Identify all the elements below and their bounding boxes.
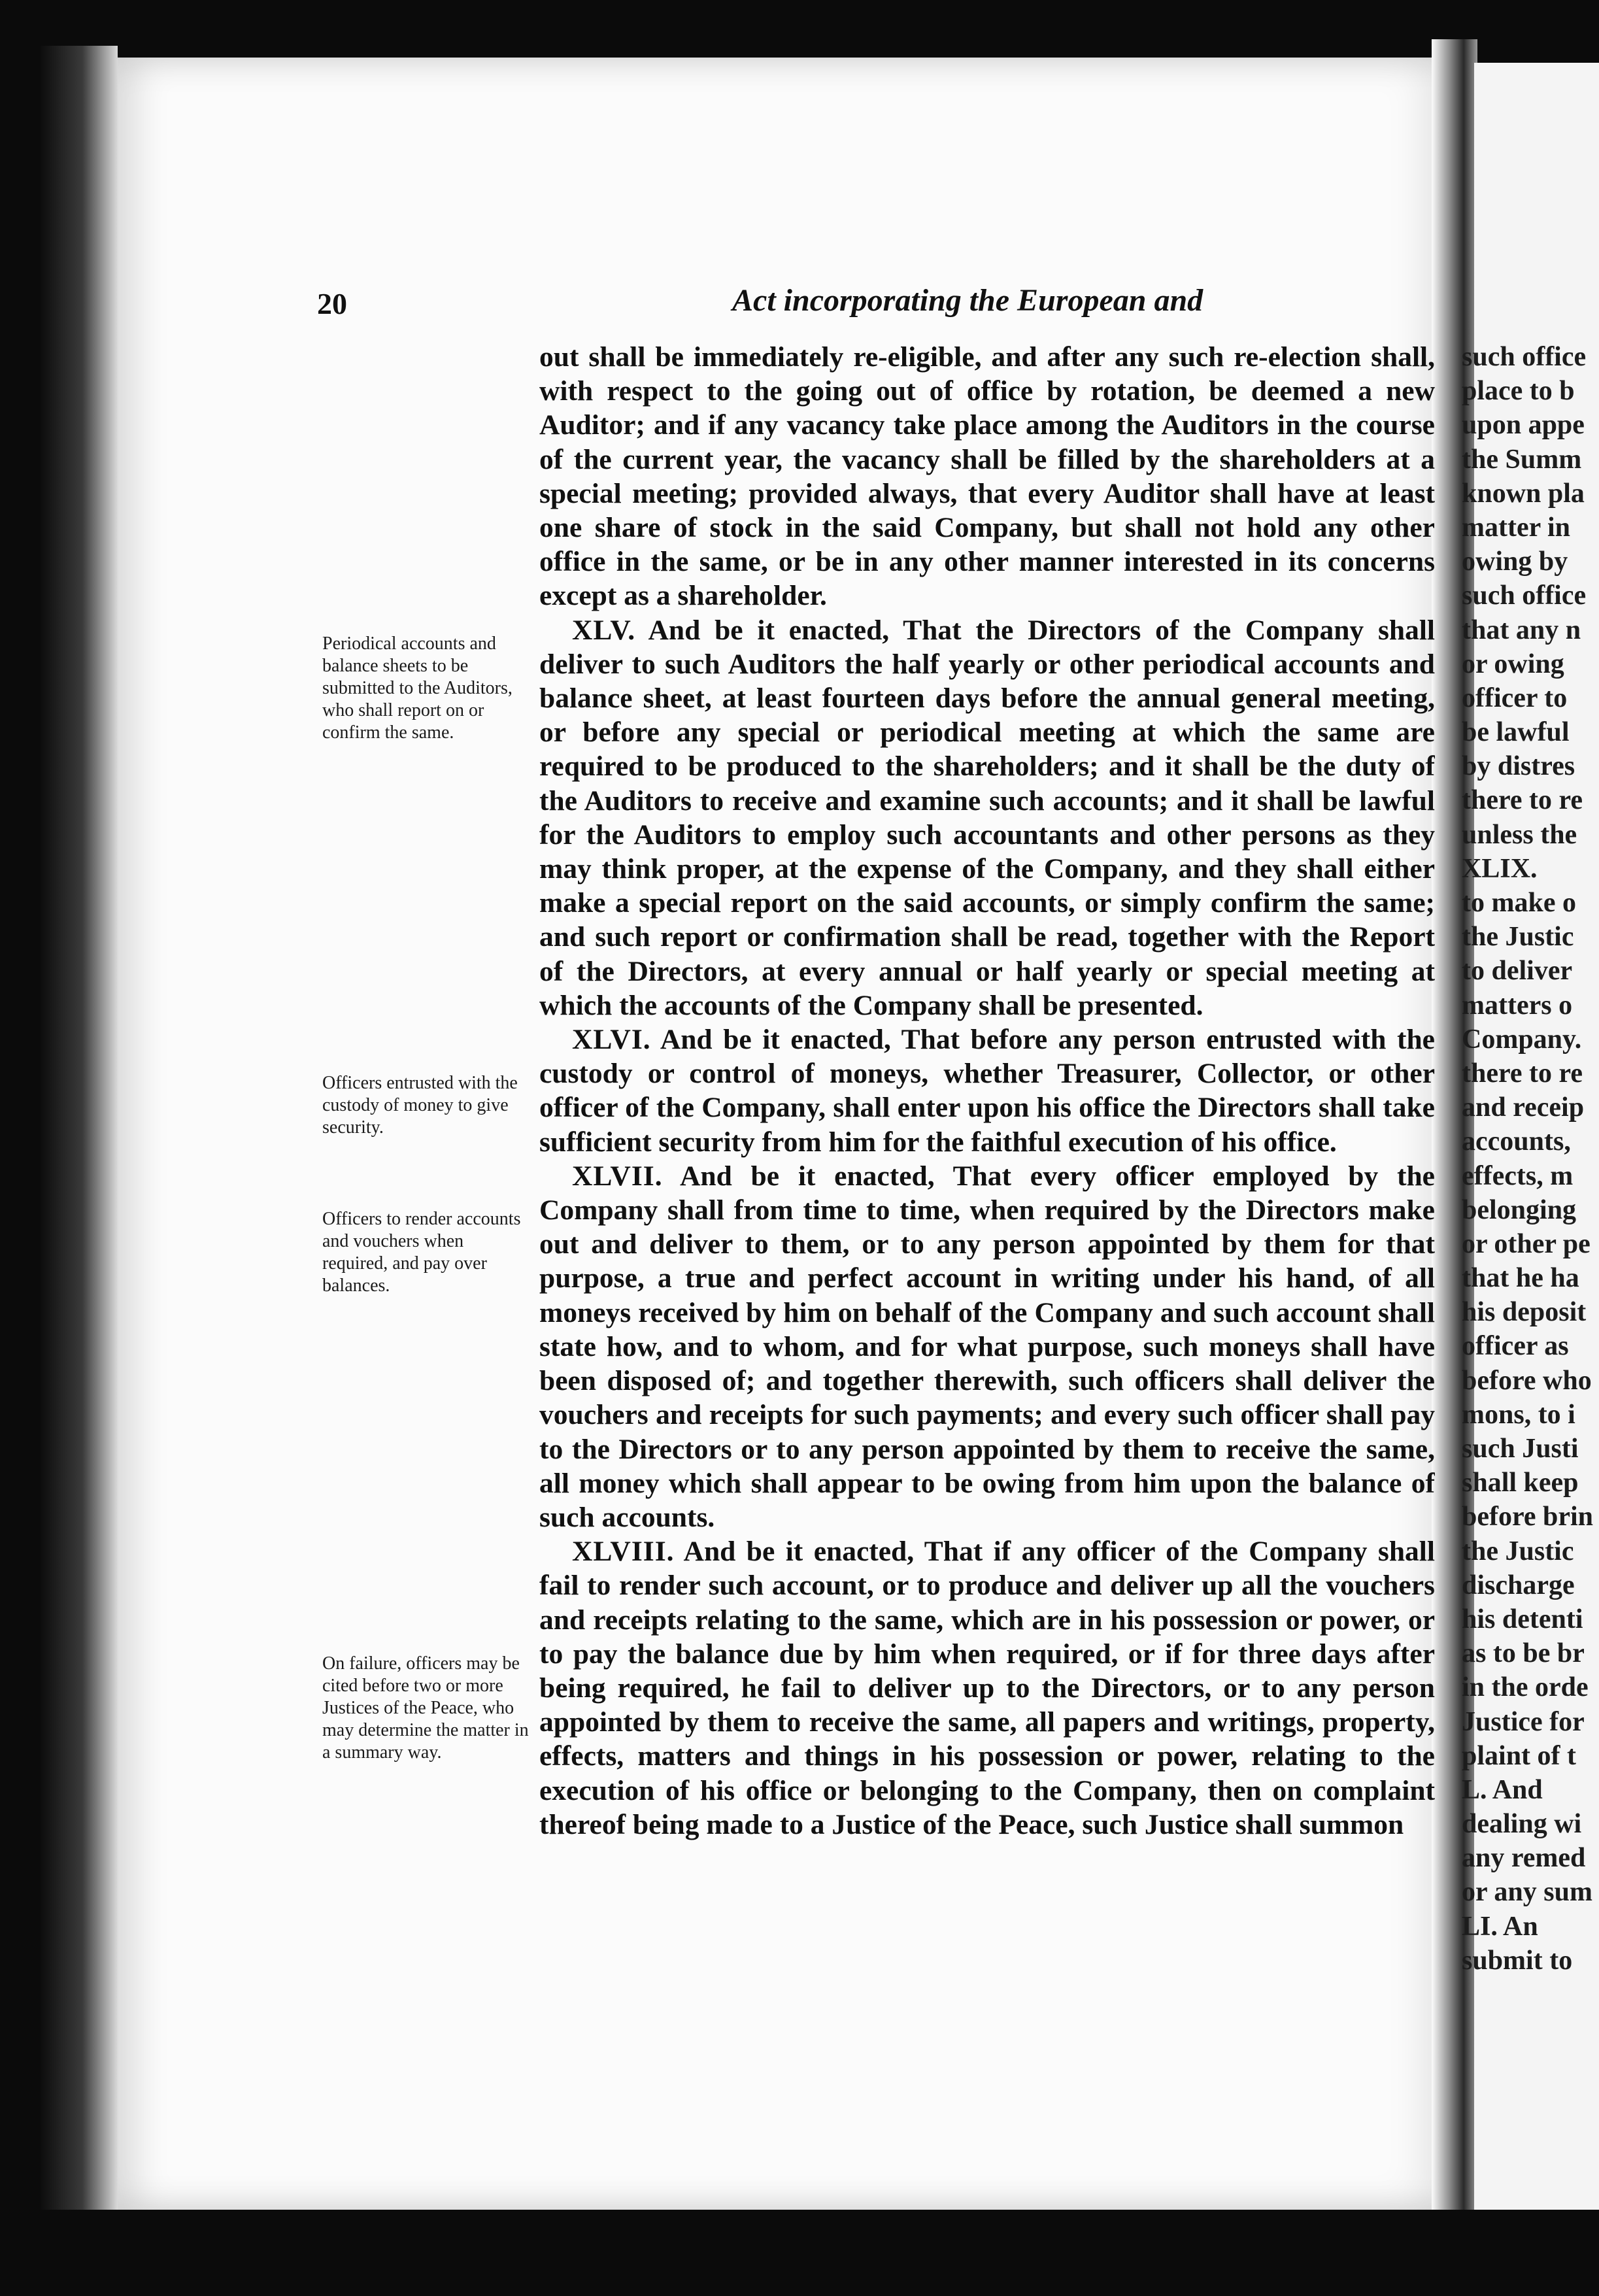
section-number: XLVI. bbox=[572, 1024, 651, 1056]
facing-page-line: his detenti bbox=[1462, 1604, 1583, 1634]
scan-bottom-band bbox=[0, 2210, 1599, 2296]
facing-page-line: shall keep bbox=[1462, 1468, 1579, 1498]
facing-page-line: L. And bbox=[1462, 1774, 1543, 1805]
paragraph bbox=[539, 340, 1435, 613]
paragraph-text: And be it enacted, That if any officer of the Company shall fail to render such account, or to produce and deliver up all the vouchers and receipts relating to the same, which are in his possession or power, or to pay the balance due by him when required, or if for three days after being required, he fail to deliver up to the Directors, or to any person appointed by them to receive the same, all papers and writings, property, effects, matters and things in his possession or power, relating to the execution of his office or belonging to the Company, then on complaint thereof being made to a Justice of the Peace, such Justice shall summon bbox=[539, 1536, 1435, 1840]
facing-page-line: the Justic bbox=[1462, 1536, 1574, 1566]
facing-page-line: to deliver bbox=[1462, 956, 1573, 987]
facing-page-line: any remed bbox=[1462, 1843, 1586, 1874]
facing-page-line: matter in bbox=[1462, 512, 1571, 543]
facing-page-line: officer to bbox=[1462, 683, 1568, 713]
facing-page-line: discharge bbox=[1462, 1570, 1575, 1600]
facing-page-line: before brin bbox=[1462, 1502, 1594, 1532]
facing-page-line: place to b bbox=[1462, 376, 1575, 407]
paragraph-text: And be it enacted, That before any person entrusted with the custody or control of moneys, whether Treasurer, Collector, or other officer of the Company, shall enter upon his office the Directors shall take sufficient security from him for the faithful execution of his office. bbox=[539, 1024, 1435, 1158]
facing-page-line: such office bbox=[1462, 581, 1587, 611]
book-left-edge bbox=[39, 46, 118, 2229]
facing-page-line: LI. An bbox=[1462, 1911, 1538, 1942]
facing-page-line: submit to bbox=[1462, 1945, 1573, 1976]
marginal-note: Officers entrusted with the custody of money to give security. bbox=[322, 1073, 518, 1138]
section-number: XLVII. bbox=[572, 1160, 663, 1192]
facing-page-line: or any sum bbox=[1462, 1877, 1592, 1908]
facing-page-line: known pla bbox=[1462, 478, 1585, 509]
facing-page-line: or other pe bbox=[1462, 1228, 1591, 1259]
facing-page-line: or owing bbox=[1462, 649, 1564, 679]
facing-page-line: by distres bbox=[1462, 751, 1575, 782]
facing-page-line: there to re bbox=[1462, 1058, 1583, 1089]
facing-page-line: Justice for bbox=[1462, 1706, 1585, 1737]
section-number: XLVIII. bbox=[572, 1536, 675, 1568]
facing-page-line: unless the bbox=[1462, 819, 1577, 850]
facing-page-line: as to be br bbox=[1462, 1638, 1585, 1669]
paragraph-text: And be it enacted, That every officer employed by the Company shall from time to time, when required by the Directors make out and deliver to them, or to any person appointed by them for that purpose, a true and perfect account in writing under his hand, of all moneys received by him on behalf of the Company and such account shall state how, and to whom, and for what purpose, such moneys shall have been disposed of; and together therewith, such officers shall deliver the vouchers and receipts for such payments; and every such officer shall pay to the Directors or to any person appointed by them to receive the same, all money which shall appear to be owing from him upon the balance of such accounts. bbox=[539, 1160, 1435, 1533]
page-number: 20 bbox=[317, 287, 347, 320]
facing-page-line: his deposit bbox=[1462, 1297, 1587, 1328]
facing-page-line: belonging bbox=[1462, 1194, 1577, 1225]
facing-page-line: the Summ bbox=[1462, 444, 1582, 475]
facing-page-line: officer as bbox=[1462, 1331, 1569, 1362]
facing-page-line: such office bbox=[1462, 342, 1587, 372]
facing-page-line: accounts, bbox=[1462, 1126, 1571, 1157]
section-number: XLV. bbox=[572, 614, 636, 646]
facing-page-line: the Justic bbox=[1462, 922, 1574, 953]
facing-page-line: in the orde bbox=[1462, 1672, 1589, 1703]
paragraph bbox=[539, 1022, 1435, 1159]
facing-page-text bbox=[1462, 340, 1599, 1978]
paragraph-text: And be it enacted, That the Directors of the Company shall deliver to such Auditors the half yearly or other periodical accounts and balance sheet, at least fourteen days before the annual general meeting, or before any special or periodical meeting at which the same are required to be produced to the shareholders; and it shall be the duty of the Auditors to receive and examine such accounts; and it shall be lawful for the Auditors to employ such accountants and other persons as they may think proper, at the expense of the Company, and they shall either make a special report on the said accounts, or simply confirm the same; and such report or confirmation shall be read, together with the Report of the Directors, at every annual or half yearly or special meeting at which the accounts of the Company shall be presented. bbox=[539, 614, 1435, 1021]
facing-page-line: and receip bbox=[1462, 1092, 1585, 1123]
marginal-note: On failure, officers may be cited before two or more Justices of the Peace, who may determine the matter in a summary way. bbox=[322, 1653, 529, 1763]
marginal-note: Officers to render accounts and vouchers when required, and pay over balances. bbox=[322, 1209, 521, 1296]
facing-page-line: to make o bbox=[1462, 888, 1576, 918]
running-head: Act incorporating the European and bbox=[732, 283, 1203, 318]
facing-page-line: there to re bbox=[1462, 785, 1583, 816]
facing-page-line: such Justi bbox=[1462, 1434, 1579, 1464]
paragraph-text: out shall be immediately re-eligible, and after any such re-election shall, with respect to the going out of office by rotation, be deemed a new Auditor; and if any vacancy take place among the Auditors in the course of the current year, the vacancy shall be filled by the shareholders at a special meeting; provided always, that every Auditor shall have at least one share of stock in the said Company, but shall not hold any other office in the same, or be in any other manner interested in its concerns except as a shareholder. bbox=[539, 341, 1435, 612]
paragraph bbox=[539, 1534, 1435, 1842]
facing-page-line: mons, to i bbox=[1462, 1399, 1575, 1430]
facing-page-line: that any n bbox=[1462, 615, 1581, 645]
paragraph bbox=[539, 1159, 1435, 1534]
paragraph bbox=[539, 613, 1435, 1022]
facing-page-line: effects, m bbox=[1462, 1160, 1574, 1191]
facing-page-line: XLIX. bbox=[1462, 853, 1538, 884]
body-text bbox=[539, 340, 1435, 1842]
facing-page-line: be lawful bbox=[1462, 717, 1570, 748]
marginal-note: Periodical accounts and balance sheets to be submitted to the Auditors, who shall report on or confirm the same. bbox=[322, 633, 513, 743]
facing-page-line: owing by bbox=[1462, 547, 1568, 577]
facing-page-line: Company. bbox=[1462, 1024, 1582, 1055]
facing-page-line: before who bbox=[1462, 1365, 1592, 1396]
facing-page-line: dealing wi bbox=[1462, 1809, 1582, 1840]
facing-page-line: that he ha bbox=[1462, 1263, 1579, 1294]
facing-page-line: plaint of t bbox=[1462, 1740, 1577, 1771]
facing-page-line: upon appe bbox=[1462, 410, 1585, 441]
facing-page-line: matters o bbox=[1462, 990, 1573, 1021]
